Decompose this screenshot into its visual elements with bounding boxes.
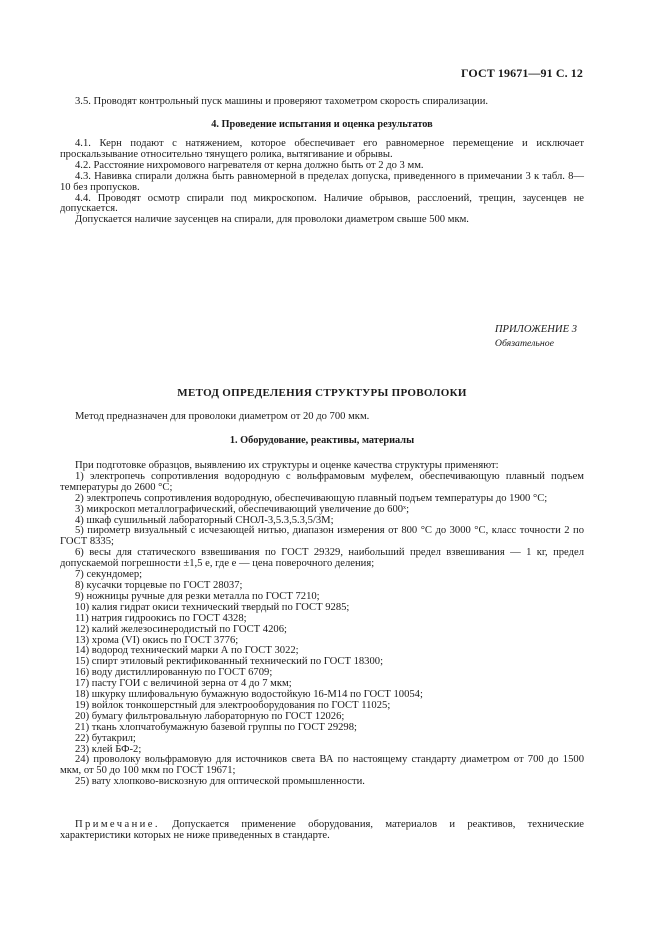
list-item: 21) ткань хлопчатобумажную базевой группы по ГОСТ 29298; bbox=[75, 721, 357, 733]
paragraph: 4.2. Расстояние нихромового нагревателя от керна должно быть от 2 до 3 мм. bbox=[75, 159, 424, 171]
paragraph: Допускается наличие заусенцев на спирали, для проволоки диаметром свыше 500 мкм. bbox=[75, 214, 469, 226]
list-item: 19) войлок тонкошерстный для электрооборудования по ГОСТ 11025; bbox=[75, 699, 391, 711]
list-item: 11) натрия гидроокись по ГОСТ 4328; bbox=[75, 612, 247, 624]
annex-number: ПРИЛОЖЕНИЕ 3 bbox=[494, 324, 577, 335]
list-item: 5) пирометр визуальный с исчезающей нитью, диапазон измерения от 800 °С до 3000 °С, класс точности 2 по ГОСТ 8335; bbox=[60, 525, 584, 548]
annex-status: Обязательное bbox=[494, 338, 554, 349]
method-title: МЕТОД ОПРЕДЕЛЕНИЯ СТРУКТУРЫ ПРОВОЛОКИ bbox=[177, 387, 467, 399]
paragraph: При подготовке образцов, выявлению их структуры и оценке качества структуры применяют: bbox=[75, 460, 499, 471]
clause-3-5 bbox=[60, 97, 584, 108]
section-4-body bbox=[60, 139, 584, 226]
list-item: 7) секундомер; bbox=[75, 569, 143, 581]
list-item: 18) шкурку шлифовальную бумажную водостойкую 16-М14 по ГОСТ 10054; bbox=[75, 689, 423, 701]
paragraph: 4.1. Керн подают с натяжением, которое обеспечивает его равномерное перемещение и исключает проскальзывание относительно тянущего ролика, вытягивание и обрывы. bbox=[60, 138, 584, 160]
section-1-title: 1. Оборудование, реактивы, материалы bbox=[229, 435, 415, 446]
list-item: 2) электропечь сопротивления водородную, обеспечивающую плавный подъем температуры до 1900 °С; bbox=[75, 492, 548, 504]
note-text: Допускается применение оборудования, материалов и реактивов, технические характеристики которых не ниже приведенных в стандарте. bbox=[60, 819, 584, 841]
list-item: 22) бутакрил; bbox=[75, 732, 136, 744]
list-item: 6) весы для статического взвешивания по ГОСТ 29329, наибольший предел взвешивания — 1 кг, предел допускаемой погрешности ±1,5 e, где e — цена поверочного деления; bbox=[60, 547, 584, 570]
paragraph: 4.3. Навивка спирали должна быть равномерной в пределах допуска, приведенного в примечании 3 к табл. 8—10 без пропусков. bbox=[60, 170, 584, 193]
note-paragraph bbox=[60, 820, 584, 842]
list-item: 15) спирт этиловый ректификованный технический по ГОСТ 18300; bbox=[75, 656, 384, 668]
method-intro bbox=[60, 412, 584, 423]
list-item: 12) калий железосинеродистый по ГОСТ 4206; bbox=[75, 623, 287, 635]
list-item: 8) кусачки торцевые по ГОСТ 28037; bbox=[75, 579, 243, 591]
list-item: 3) микроскоп металлографический, обеспечивающий увеличение до 600ˣ; bbox=[75, 503, 410, 515]
section-4-title: 4. Проведение испытания и оценка результатов bbox=[211, 119, 433, 130]
equipment-list bbox=[60, 472, 584, 788]
annex-label bbox=[495, 323, 577, 351]
paragraph: Метод предназначен для проволоки диаметром от 20 до 700 мкм. bbox=[75, 411, 370, 422]
paragraph: 3.5. Проводят контрольный пуск машины и проверяют тахометром скорость спирализации. bbox=[75, 96, 489, 107]
list-item: 24) проволоку вольфрамовую для источников света ВА по настоящему стандарту диаметром от 700 до 1500 мкм, от 50 до 100 мкм по ГОСТ 19671; bbox=[60, 754, 584, 777]
list-item: 13) хрома (VI) окись по ГОСТ 3776; bbox=[75, 634, 239, 646]
list-item: 17) пасту ГОИ с величиной зерна от 4 до 7 мкм; bbox=[75, 678, 292, 690]
list-item: 16) воду дистиллированную по ГОСТ 6709; bbox=[75, 667, 273, 679]
note-block bbox=[60, 820, 584, 842]
paragraph: 4.4. Проводят осмотр спирали под микроскопом. Наличие обрывов, расслоений, трещин, заусенцев не допускается. bbox=[60, 192, 584, 215]
list-item: 23) клей БФ-2; bbox=[75, 743, 142, 755]
note-label: Примечание. bbox=[75, 819, 160, 830]
list-item: 20) бумагу фильтровальную лабораторную по ГОСТ 12026; bbox=[75, 710, 345, 722]
page-header: ГОСТ 19671—91 С. 12 bbox=[460, 66, 583, 80]
list-item: 14) водород технический марки А по ГОСТ 3022; bbox=[75, 645, 299, 657]
list-item: 4) шкаф сушильный лабораторный СНОЛ-3,5.3,5.3,5/3М; bbox=[75, 514, 334, 526]
list-item: 25) вату хлопково-вискозную для оптической промышленности. bbox=[75, 776, 365, 788]
section-1-body bbox=[60, 461, 584, 788]
list-item: 10) калия гидрат окиси технический твердый по ГОСТ 9285; bbox=[75, 601, 350, 613]
list-item: 1) электропечь сопротивления водородную с вольфрамовым муфелем, обеспечивающую плавный подъем температуры до 2600 °С; bbox=[60, 470, 584, 493]
list-item: 9) ножницы ручные для резки металла по ГОСТ 7210; bbox=[75, 590, 320, 602]
